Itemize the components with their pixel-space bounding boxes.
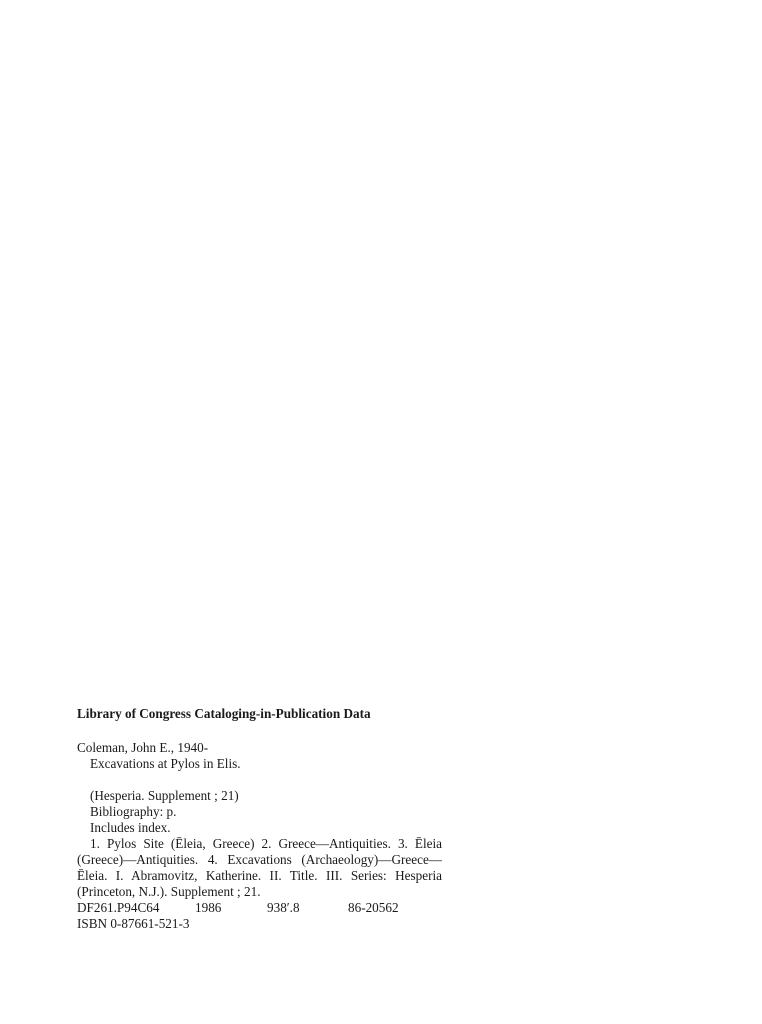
tracing-line: (Greece)—Antiquities. 4. Excavations (Archaeology)—Greece— [77, 852, 442, 867]
author-line: Coleman, John E., 1940- [77, 740, 209, 755]
tracing-line: Ēleia. I. Abramovitz, Katherine. II. Title. III. Series: Hesperia [77, 868, 442, 883]
classification-row [77, 900, 442, 916]
tracing-line: (Princeton, N.J.). Supplement ; 21. [77, 884, 261, 899]
isbn-line: ISBN 0-87661-521-3 [77, 916, 190, 931]
call-number: DF261.P94C64 [77, 900, 160, 915]
subject-tracings [77, 836, 442, 900]
bibliography-note: Bibliography: p. [90, 804, 177, 819]
cip-heading: Library of Congress Cataloging-in-Publication Data [77, 706, 371, 721]
index-note: Includes index. [90, 820, 171, 835]
dewey-number: 938′.8 [267, 900, 300, 915]
lccn: 86-20562 [348, 900, 399, 915]
catalog-record [77, 740, 442, 932]
publication-year: 1986 [195, 900, 222, 915]
tracing-line: 1. Pylos Site (Ēleia, Greece) 2. Greece—Antiquities. 3. Ēleia [90, 836, 442, 851]
series-note: (Hesperia. Supplement ; 21) [90, 788, 239, 803]
title-line: Excavations at Pylos in Elis. [90, 756, 241, 771]
cip-data-block [77, 706, 442, 932]
spacer [77, 772, 442, 788]
